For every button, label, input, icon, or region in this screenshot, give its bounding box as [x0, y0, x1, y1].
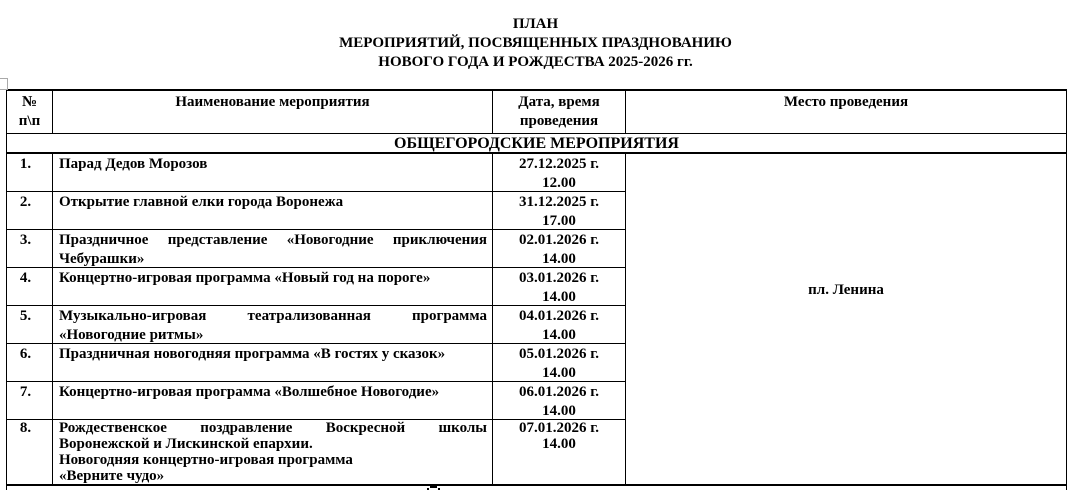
- row-number-cell: 1.: [7, 154, 53, 192]
- row-number-cell: 5.: [7, 306, 53, 344]
- header-datetime-line1: Дата, время: [518, 94, 600, 110]
- event-name-cell: [53, 268, 493, 306]
- event-time: 14.00: [542, 402, 576, 419]
- event-name-line: Воронежской и Лискинской епархии.: [59, 435, 313, 452]
- event-name-line: Открытие главной елки города Воронежа: [59, 194, 344, 210]
- event-time: 17.00: [542, 212, 576, 229]
- event-time: 14.00: [542, 288, 576, 305]
- event-datetime-cell: [493, 268, 626, 306]
- event-time: 14.00: [542, 435, 576, 452]
- event-datetime-cell: [493, 344, 626, 382]
- event-time: 14.00: [542, 250, 576, 267]
- event-date: 02.01.2026 г.: [518, 232, 600, 248]
- header-datetime-line2: проведения: [519, 113, 599, 129]
- event-name-line: «Новогодние ритмы»: [59, 326, 204, 343]
- row-number-cell: 7.: [7, 382, 53, 420]
- title-line-2: МЕРОПРИЯТИЙ, ПОСВЯЩЕННЫХ ПРАЗДНОВАНИЮ: [339, 35, 732, 51]
- event-name-line: Парад Дедов Морозов: [59, 156, 208, 172]
- event-name-line: Чебурашки»: [59, 250, 145, 267]
- event-name-line: Праздничная новогодняя программа «В гостях у сказок»: [59, 346, 446, 362]
- event-time: 14.00: [542, 326, 576, 343]
- header-number-line1: №: [21, 94, 38, 110]
- event-date: 04.01.2026 г.: [518, 308, 600, 324]
- row-number-cell: 8.: [7, 420, 53, 486]
- section-header-citywide: ОБЩЕГОРОДСКИЕ МЕРОПРИЯТИЯ: [7, 134, 1066, 154]
- event-date: 06.01.2026 г.: [518, 384, 600, 400]
- row-number-cell: 6.: [7, 344, 53, 382]
- row-number-cell: 2.: [7, 192, 53, 230]
- events-table: [6, 89, 1067, 490]
- event-time: 12.00: [542, 174, 576, 191]
- event-time: 14.00: [542, 364, 576, 381]
- event-name-line: Праздничное представление «Новогодние приключения: [59, 232, 487, 248]
- event-date: 03.01.2026 г.: [518, 270, 600, 286]
- event-date: 07.01.2026 г.: [518, 420, 600, 436]
- event-name-line: «Верните чудо»: [59, 467, 165, 484]
- document-title: [6, 15, 1065, 72]
- event-name-cell: [53, 154, 493, 192]
- header-number-line2: п\п: [18, 113, 41, 129]
- event-date: 27.12.2025 г.: [518, 156, 600, 172]
- header-datetime: [493, 91, 626, 134]
- header-place: Место проведения: [626, 91, 1066, 134]
- event-datetime-cell: [493, 192, 626, 230]
- event-name-line: Концертно-игровая программа «Волшебное Новогодие»: [59, 384, 440, 400]
- row-number-cell: 3.: [7, 230, 53, 268]
- title-line-1: ПЛАН: [512, 16, 559, 32]
- event-name-cell: [53, 420, 493, 486]
- event-datetime-cell: [493, 382, 626, 420]
- event-datetime-cell: [493, 420, 626, 486]
- event-name-line: Концертно-игровая программа «Новый год на пороге»: [59, 270, 431, 286]
- clipped-next-row: [7, 486, 1066, 490]
- event-name-cell: [53, 344, 493, 382]
- table-handle-artifact: [0, 78, 8, 90]
- title-line-3: НОВОГО ГОДА И РОЖДЕСТВА 2025-2026 гг.: [378, 54, 693, 70]
- event-datetime-cell: [493, 230, 626, 268]
- event-datetime-cell: [493, 306, 626, 344]
- event-date: 31.12.2025 г.: [518, 194, 600, 210]
- event-name-line: Новогодняя концертно-игровая программа: [59, 451, 353, 468]
- event-date: 05.01.2026 г.: [518, 346, 600, 362]
- event-name-cell: [53, 306, 493, 344]
- event-name-line: Рождественское поздравление Воскресной школы: [59, 420, 487, 436]
- header-event-name: Наименование мероприятия: [53, 91, 493, 134]
- merged-place-cell: [626, 154, 1066, 486]
- event-name-line: Музыкально-игровая театрализованная программа: [59, 308, 487, 324]
- clipped-text-fragment: [427, 486, 440, 490]
- event-datetime-cell: [493, 154, 626, 192]
- place-value: пл. Ленина: [808, 282, 884, 298]
- event-name-cell: [53, 230, 493, 268]
- event-name-cell: [53, 192, 493, 230]
- event-name-cell: [53, 382, 493, 420]
- row-number-cell: 4.: [7, 268, 53, 306]
- header-number: [7, 91, 53, 134]
